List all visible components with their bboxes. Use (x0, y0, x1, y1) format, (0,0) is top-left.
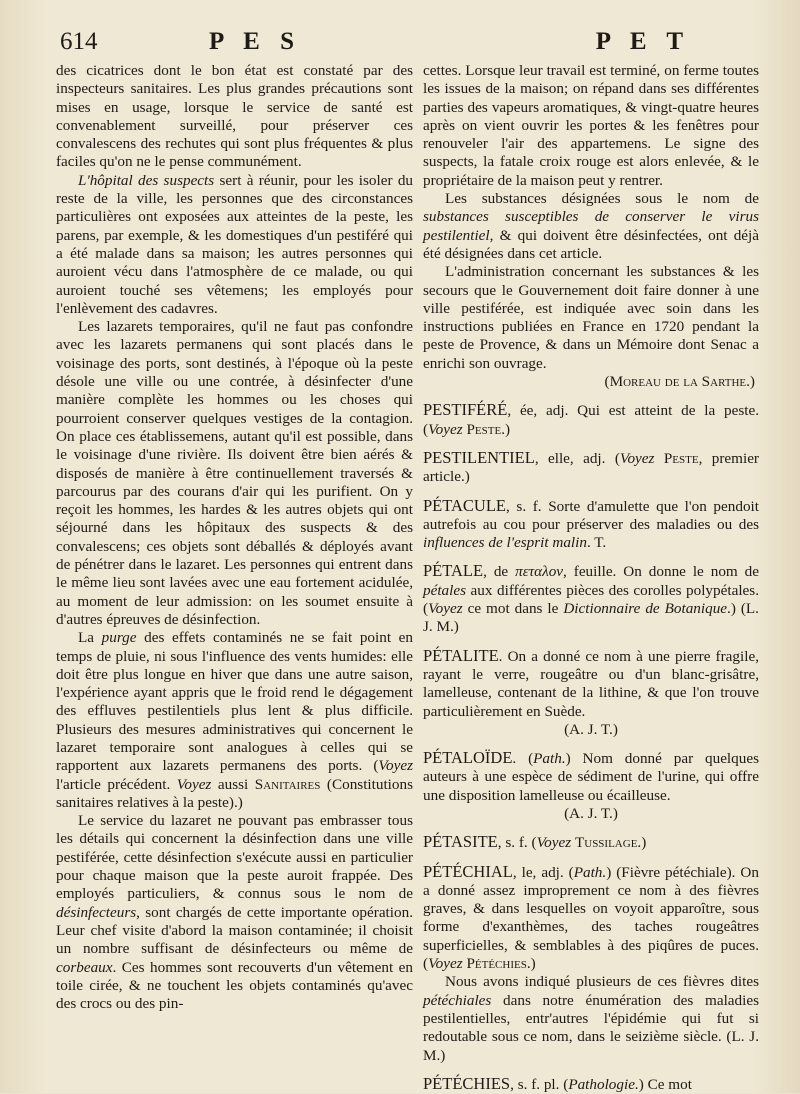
paragraph-text: sert à réunir, pour les isoler du reste de la ville, les personnes que des circonstances particulières ont exposées aux atteintes de la peste, les parens, par exemple, & les domestiques d'un pestiféré qui a été malade dans sa maison; les autres personnes qui auroient vécu dans l'atmosphère de ce malade, ou qui auroient touché ses vêtemens; les employés pour l'enlèvement des cadavres. (56, 171, 414, 317)
paragraph-text: La (78, 629, 102, 647)
paragraph-text: (Constitutions sanitaires relatives à la peste).) (56, 775, 414, 811)
small-caps-term: Peste (663, 449, 699, 467)
entry-headword: PÉTALOÏDE (423, 748, 513, 768)
paragraph-text: des effets contaminés ne se fait point en temps de pluie, ni sous l'influence des vents humides: elle doit être plus longue en hiver que dans une autre saison, l'expérience ayant appris que le froid rend le dégagement des effluves pestilentiels plus lent & plus difficile. Plusieurs des mesures administratives qui concernent le lazaret temporaire sont analogues à celles qui se rapportent aux lazarets permanens des ports. ( (56, 629, 413, 775)
paragraph (56, 812, 413, 1013)
page-number: 614 (60, 28, 98, 55)
italic-term: substances susceptibles de conserver le virus pestilentiel (423, 208, 759, 244)
entry-text: ce mot dans le (462, 600, 564, 618)
paragraph (423, 973, 759, 1064)
author-signature: (A. J. T.) (564, 804, 618, 822)
entry-text: , feuille. On donne le nom de (563, 563, 760, 581)
greek-word: πεταλον (515, 563, 564, 581)
italic-term: influences de l'esprit malin (423, 534, 587, 552)
entry-text: , s. f. ( (497, 834, 537, 852)
small-caps-term: Tussilage (574, 834, 638, 852)
entry-text: . ( (512, 750, 534, 768)
italic-term: pétales (423, 581, 467, 599)
entry-text: . On a donné ce nom à une pierre fragile, rayant le verre, rougeâtre ou d'un blanc-grisâtre, lamelleuse, contenant de la lithine, & que l'on trouve particulièrement en Suède. (423, 647, 759, 720)
italic-term: Path. (533, 750, 566, 768)
paragraph-text: Nous avons indiqué plusieurs de ces fièvres dites (445, 973, 759, 991)
entry-text: aux différentes pièces des corolles polypétales. ( (423, 581, 759, 618)
italic-term: purge (101, 629, 137, 647)
paragraph-text: , sont chargés de cette importante opération. Leur chef visite d'abord la maison contaminée; il choisit un nombre suffisant de désinfecteurs ou même de (56, 903, 413, 958)
paragraph: des cicatrices dont le bon état est constaté par des inspecteurs sanitaires. Les plus grandes précautions sont mises en usage, lorsque le service de santé est convenablement surveillé, pour préserver ces convalescens des rechutes qui sont plus fréquentes & plus faciles qu'on ne le pense communément. (56, 62, 413, 171)
dictionary-entry (423, 863, 759, 974)
left-running-title: P E S (209, 28, 301, 55)
entry-headword: PÉTÉCHIES (423, 1073, 511, 1093)
entry-text: ) Nom donné par quelques auteurs à une espèce de sédiment de l'urine, qui offre une disposition lamelleuse ou écailleuse. (423, 750, 759, 804)
paragraph (423, 190, 759, 263)
italic-term: Pathologie. (568, 1075, 639, 1093)
author-signature (423, 373, 759, 391)
cross-reference: Voyez (619, 449, 655, 467)
entry-text: ) (Fièvre pétéchiale). On a donné assez improprement ce nom à des fièvres graves, & dans lesquelles on voyoit apparoître, sous forme d'exanthèmes, des taches rougeâtres superficielles, & semblables à des piqûres de puces. ( (423, 863, 759, 973)
small-caps-term: Peste (466, 420, 502, 438)
entry-headword: PÉTÉCHIAL (423, 861, 513, 881)
entry-headword: PESTILENTIEL (423, 447, 535, 467)
dictionary-entry (423, 497, 759, 553)
left-column (56, 62, 413, 1013)
entry-text: , le, adj. ( (512, 863, 574, 881)
entry-headword: PÉTALITE (423, 645, 499, 665)
paragraph-text: , & qui doivent être désinfectées, ont déjà été désignées dans cet article. (423, 226, 759, 262)
cross-reference: Voyez (536, 834, 572, 852)
paragraph-text: Le service du lazaret ne pouvant pas embrasser tous les détails qui concernent la désinfection dans une ville pestiférée, cette désinfection s'exécute aussi en particulier pour chaque maison que la peste auroit frappée. Des employés particuliers, & connus sous le nom de (56, 812, 413, 903)
paragraph-text: dans notre énumération des maladies pestilentielles, entr'autres l'épidémie qui fut si redoutable sous ce nom, dans le seizième siècle. (L. J. M.) (423, 991, 759, 1064)
paragraph (56, 172, 413, 318)
entry-text: , ée, adj. Qui est atteint de la peste. ( (423, 402, 759, 438)
small-caps-term: Pétéchies (466, 955, 527, 973)
cross-reference: Voyez (428, 955, 463, 973)
entry-text: , elle, adj. ( (534, 449, 620, 467)
entry-text: , s. f. Sorte d'amulette que l'on pendoit autrefois au cou pour préserver des maladies ou des (423, 497, 759, 533)
right-column (423, 62, 759, 1094)
paragraph-text: aussi (211, 775, 255, 793)
entry-text: .) (637, 834, 647, 852)
entry-text: , de (483, 563, 516, 581)
signature-text: (Moreau de la Sarthe.) (604, 373, 755, 391)
italic-term: pétéchiales (423, 991, 492, 1009)
cross-reference: Voyez (428, 420, 463, 438)
entry-headword: PÉTALE (423, 561, 484, 581)
italic-term: corbeaux (56, 958, 113, 976)
right-running-title: P E T (595, 28, 690, 55)
dictionary-entry (423, 1075, 759, 1094)
paragraph: Les lazarets temporaires, qu'il ne faut pas confondre avec les lazarets permanens qui sont placés dans le voisinage des ports, sont destinés, à l'époque où la peste désole une ville ou une contrée, à désinfecter d'une manière complète les hommes ou les choses qui pourroient conserver quelques vestiges de la contagion. On place ces établissemens, autant qu'il est possible, dans le voisinage d'une rivière. Ils doivent être bien aérés & disposés de manière à être continuellement traversés & parcourus par des courans d'air qui les purifient. On y reçoit les hommes, les hardes & les autres objets qui ont séjourné dans les hôpitaux des suspects & des convalescens; ces objets sont déballés & déployés avant de pénétrer dans le lazaret. Les personnes qui entrent dans le même lieu sont lavées avec une eau fortement acidulée, au moment de leur admission: on les soumet ensuite à d'autres épreuves de désinfection. (56, 318, 413, 628)
paragraph-text: . Ces hommes sont recouverts d'un vêtement en toile cirée, & ne touchent les objets contaminés qu'avec des crocs ou des pin- (56, 958, 413, 1013)
dictionary-entry (423, 833, 759, 852)
paragraph-text: l'article précédent. (56, 775, 177, 793)
italic-term: L'hôpital des suspects (78, 171, 215, 189)
entry-headword: PÉTACULE (423, 495, 507, 515)
cross-reference: Voyez (176, 775, 212, 793)
small-caps-term: Sanitaires (254, 775, 321, 793)
paragraph: L'administration concernant les substances & les secours que le Gouvernement doit faire donner à une ville pestiférée, est indiquée avec soin dans les instructions publiées en France en 1720 pendant la peste de Provence, & dans un Mémoire dont Senac a enrichi son ouvrage. (423, 263, 759, 372)
entry-text: . T. (586, 534, 607, 552)
dictionary-entry (423, 449, 759, 487)
entry-text: , premier article.) (423, 449, 759, 486)
entry-text: .) (501, 420, 511, 438)
entry-text: .) (526, 955, 536, 973)
dictionary-entry (423, 562, 759, 636)
italic-term: Dictionnaire de Botanique (563, 600, 728, 618)
dictionary-entry (423, 647, 759, 721)
entry-text: .) (L. J. M.) (423, 600, 759, 636)
entry-text: ) Ce mot (638, 1075, 692, 1093)
dictionary-entry (423, 401, 759, 439)
dictionary-entry (423, 749, 759, 805)
italic-term: Path. (573, 863, 607, 881)
paragraph-text: Les substances désignées sous le nom de (445, 190, 759, 208)
italic-term: désinfecteurs (56, 903, 137, 921)
cross-reference: Voyez (428, 600, 463, 618)
entry-headword: PÉTASITE (423, 832, 498, 852)
paragraph: cettes. Lorsque leur travail est terminé, on ferme toutes les issues de la maison; on répand dans ses différentes parties des vapeurs aromatiques, & vingt-quatre heures après on vient ouvrir les portes & les fenêtres pour renouveler l'air des appartemens. Le signe des suspects, la fatale croix rouge est alors enlevée, & le propriétaire de la maison peut y rentrer. (423, 62, 759, 189)
author-signature: (A. J. T.) (564, 720, 618, 738)
running-header (60, 28, 690, 60)
cross-reference: Voyez (378, 757, 413, 775)
entry-headword: PESTIFÉRÉ (423, 400, 508, 420)
paragraph (56, 629, 413, 812)
entry-text: , s. f. pl. ( (510, 1075, 569, 1093)
